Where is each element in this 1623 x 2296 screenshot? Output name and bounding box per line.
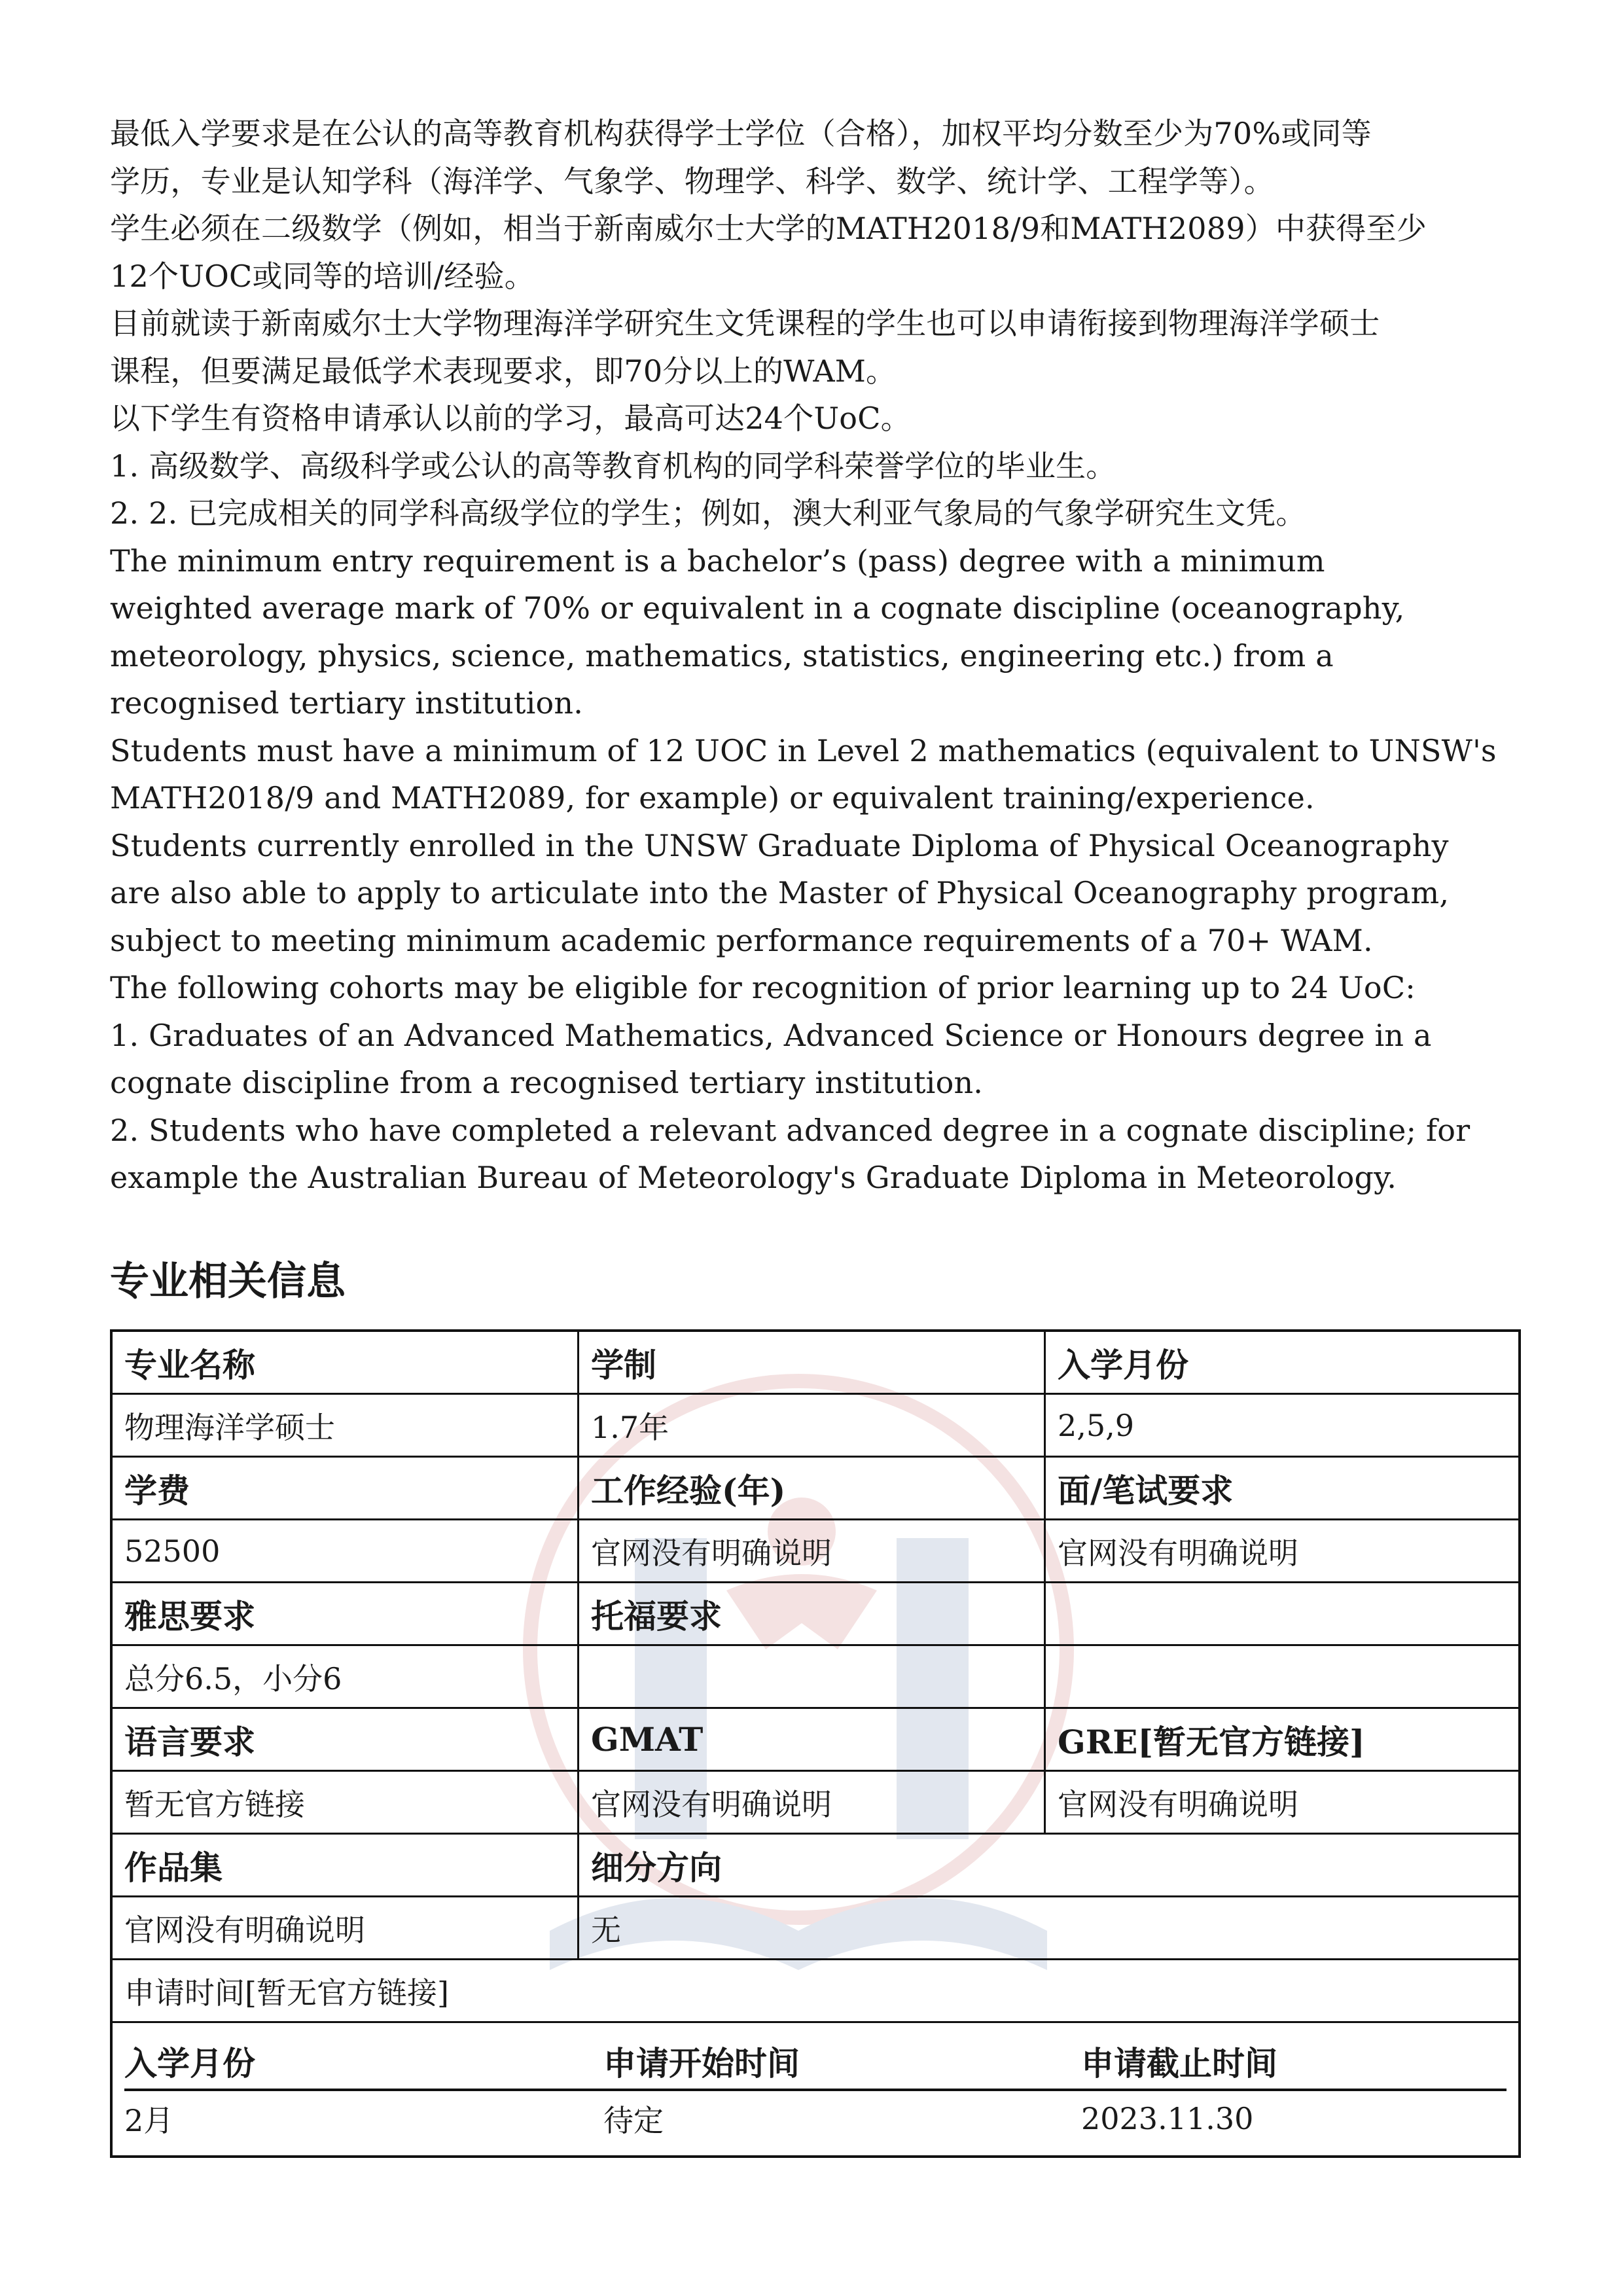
intro-line: Students currently enrolled in the UNSW Graduate Diploma of Physical Oceanography [110,827,1449,863]
intake-label: 入学月份 [1058,1345,1188,1384]
program-name-label: 专业名称 [113,1332,579,1393]
ielts-value: 总分6.5，小分6 [113,1646,579,1707]
table-row [113,1772,1518,1835]
apply-schedule [113,2023,1518,2155]
duration-value: 1.7年 [579,1395,1046,1456]
table-row [113,1332,1518,1395]
work-experience-label: 工作经验(年) [579,1458,1046,1518]
intro-line: 以下学生有资格申请承认以前的学习，最高可达24个UoC。 [110,401,911,436]
intro-line: 课程，但要满足最低学术表现要求，即70分以上的WAM。 [110,353,897,389]
intro-line: subject to meeting minimum academic performance requirements of a 70+ WAM. [110,922,1373,958]
apply-deadline-value: 2023.11.30 [1081,2101,1254,2136]
intro-line: meteorology, physics, science, mathematics, statistics, engineering etc.) from a [110,637,1334,673]
intro-line: are also able to apply to articulate into the Master of Physical Oceanography program, [110,875,1450,910]
intro-line: The minimum entry requirement is a bachelor’s (pass) degree with a minimum [110,543,1325,579]
apply-header-intake: 入学月份 [124,2044,255,2083]
intro-line: 1. 高级数学、高级科学或公认的高等教育机构的同学科荣誉学位的毕业生。 [110,448,1116,484]
intro-line: cognate discipline from a recognised tertiary institution. [110,1065,984,1100]
toefl-label: 托福要求 [579,1583,1046,1644]
direction-label: 细分方向 [591,1848,722,1887]
intro-line: Students must have a minimum of 12 UOC in Level 2 mathematics (equivalent to UNSW's [110,732,1497,768]
table-row [113,1583,1518,1646]
gre-value: 官网没有明确说明 [1058,1786,1298,1822]
apply-intake-value: 2月 [124,2103,174,2138]
intro-text [110,110,1530,1202]
apply-row [124,2091,1507,2146]
table-row [113,1520,1518,1583]
portfolio-label: 作品集 [113,1835,579,1895]
program-name-value: 物理海洋学硕士 [113,1395,579,1456]
intro-line: 12个UOC或同等的培训/经验。 [110,258,535,294]
intro-line: 最低入学要求是在公认的高等教育机构获得学士学位（合格），加权平均分数至少为70%或同等 [110,116,1372,151]
tuition-label: 学费 [113,1458,579,1518]
apply-header-deadline: 申请截止时间 [1081,2044,1277,2083]
apply-start-value: 待定 [603,2103,664,2138]
apply-header-row [124,2034,1507,2091]
direction-value: 无 [591,1912,621,1948]
program-info-table [110,1329,1521,2158]
table-row [113,1897,1518,1960]
intro-line: 2. Students who have completed a relevant advanced degree in a cognate discipline; for [110,1112,1471,1148]
intro-line: 2. 2. 已完成相关的同学科高级学位的学生；例如，澳大利亚气象局的气象学研究生文凭。 [110,495,1306,531]
empty-cell [1046,1646,1518,1707]
empty-cell [1046,1583,1518,1644]
intro-line: 目前就读于新南威尔士大学物理海洋学研究生文凭课程的学生也可以申请衔接到物理海洋学硕士 [110,306,1380,341]
duration-label: 学制 [579,1332,1046,1393]
intro-line: recognised tertiary institution. [110,685,584,721]
intro-line: weighted average mark of 70% or equivalent in a cognate discipline (oceanography, [110,590,1405,626]
work-experience-value: 官网没有明确说明 [579,1520,1046,1581]
intro-line: 学生必须在二级数学（例如，相当于新南威尔士大学的MATH2018/9和MATH2089）中获得至少 [110,211,1427,246]
intro-line: 学历，专业是认知学科（海洋学、气象学、物理学、科学、数学、统计学、工程学等）。 [110,163,1274,199]
table-row [113,1646,1518,1709]
table-row [113,1960,1518,2023]
intro-line: example the Australian Bureau of Meteorology's Graduate Diploma in Meteorology. [110,1160,1397,1195]
table-row [113,1458,1518,1520]
gmat-label: GMAT [579,1709,1046,1770]
intake-value: 2,5,9 [1058,1407,1135,1443]
table-row [113,1709,1518,1772]
table-row [113,1835,1518,1897]
gmat-value: 官网没有明确说明 [579,1772,1046,1833]
apply-time-label: 申请时间[暂无官方链接] [124,1975,449,2011]
intro-line: The following cohorts may be eligible for recognition of prior learning up to 24 UoC: [110,970,1416,1005]
language-value: 暂无官方链接 [113,1772,579,1833]
toefl-value [579,1646,1046,1707]
intro-line: 1. Graduates of an Advanced Mathematics, Advanced Science or Honours degree in a [110,1017,1432,1053]
section-title: 专业相关信息 [110,1259,346,1304]
table-row [113,1395,1518,1458]
language-label: 语言要求 [113,1709,579,1770]
tuition-value: 52500 [113,1520,579,1581]
portfolio-value: 官网没有明确说明 [113,1897,579,1958]
interview-value: 官网没有明确说明 [1058,1535,1298,1571]
ielts-label: 雅思要求 [113,1583,579,1644]
interview-label: 面/笔试要求 [1058,1471,1234,1510]
intro-line: MATH2018/9 and MATH2089, for example) or equivalent training/experience. [110,780,1315,816]
apply-header-start: 申请开始时间 [603,2044,800,2083]
gre-label: GRE[暂无官方链接] [1058,1722,1365,1761]
